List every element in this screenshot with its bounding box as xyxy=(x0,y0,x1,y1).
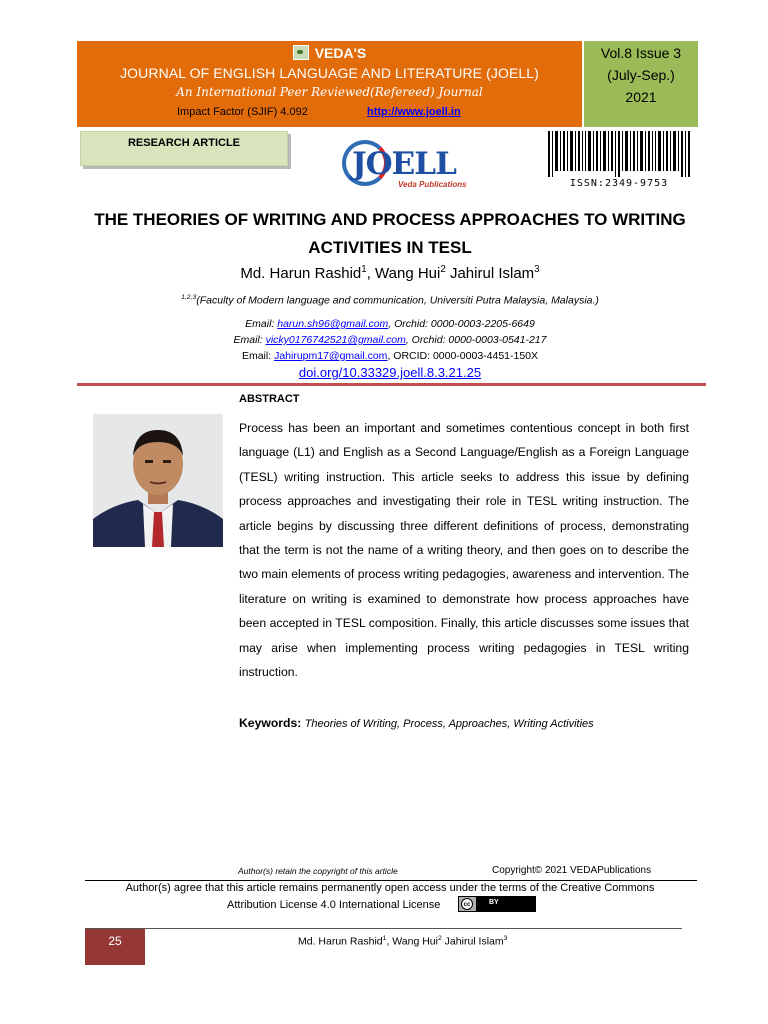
cc-badge-dark xyxy=(476,897,535,911)
abstract-body: Process has been an important and sometimes contentious concept in both first language (L1) and English as a Second Language/English as a Foreign Language (TESL) writing instruction. This article seeks to address this issue by defining process approaches and investigating their role in TESL writing instruction. The article begins by discussing three different definitions of process, demonstrating that the term is not the name of a writing theory, and then goes on to describe the two main elements of process writing pedagogies, awareness and intervention. The literature on writing is examined to demonstrate how process approaches have been accepted in TESL composition. Finally, this article discusses some issues that may arise when implementing process writing pedagogies in TESL writing instruction. xyxy=(239,421,689,680)
running-author-3-sup: 3 xyxy=(503,935,508,942)
orcid-text: , Orchid: 0000-0003-0541-217 xyxy=(405,334,547,346)
email-link[interactable]: vicky0176742521@gmail.com xyxy=(265,334,406,346)
issn-number: ISSN:2349-9753 xyxy=(569,178,669,189)
running-author-2: , Wang Hui xyxy=(386,935,438,948)
issue-info-box xyxy=(584,41,698,127)
affiliation-sup: 1,2,3 xyxy=(181,294,197,301)
author-1-sup: 1 xyxy=(361,264,367,275)
email-link[interactable]: Jahirupm17@gmail.com xyxy=(274,350,388,362)
journal-website-link[interactable]: http://www.joell.in xyxy=(367,106,461,118)
email-row xyxy=(60,318,720,330)
page-number: 25 xyxy=(108,934,122,948)
running-author-2-sup: 2 xyxy=(437,935,442,942)
cc-by-license-icon[interactable] xyxy=(458,896,536,912)
running-author-1-sup: 1 xyxy=(382,935,387,942)
license-line-2: Attribution License 4.0 International License xyxy=(227,899,441,911)
logo-subtext: Veda Publications xyxy=(398,180,467,189)
logo-text: JOELL xyxy=(352,146,456,182)
paper-title xyxy=(60,206,720,262)
email-prefix: Email: xyxy=(245,318,278,330)
section-divider xyxy=(77,383,706,386)
issue-period: (July-Sep.) xyxy=(607,67,675,83)
affiliation-text: (Faculty of Modern language and communication, Universiti Putra Malaysia, Malaysia.) xyxy=(196,294,599,307)
orcid-text: , Orchid: 0000-0003-2205-6649 xyxy=(388,318,535,330)
title-line-1: THE THEORIES OF WRITING AND PROCESS APPROACHES TO WRITING xyxy=(94,210,686,229)
orcid-text: , ORCID: 0000-0003-4451-150X xyxy=(387,350,539,362)
keywords-text: Theories of Writing, Process, Approaches, Writing Activities xyxy=(304,718,594,730)
email-row xyxy=(60,334,720,346)
article-type-label: RESEARCH ARTICLE xyxy=(127,137,241,149)
author-list: Md. Harun Rashid$^1$, Wang Hui$^2$ Jahirul Islam$^3$ xyxy=(240,264,540,282)
article-type-tab xyxy=(80,131,288,166)
email-row xyxy=(60,350,720,362)
author-2-sup: 2 xyxy=(440,264,446,275)
license-line-1: Author(s) agree that this article remains permanently open access under the terms of the Creative Commons xyxy=(125,882,655,894)
journal-header xyxy=(77,41,582,127)
page-footer-divider xyxy=(85,928,682,929)
issue-year: 2021 xyxy=(625,89,657,105)
brand-name: VEDA'S xyxy=(314,45,367,61)
journal-subtitle: An International Peer Reviewed(Refereed) Journal xyxy=(176,85,483,99)
running-authors xyxy=(298,935,507,948)
email-prefix: Email: xyxy=(233,334,266,346)
affiliation xyxy=(60,294,720,307)
barcode-icon xyxy=(548,131,690,177)
author-1: Md. Harun Rashid xyxy=(240,265,362,282)
author-photo xyxy=(93,414,223,547)
brand-line xyxy=(77,45,582,61)
running-author-1: Md. Harun Rashid xyxy=(298,935,383,948)
journal-name: JOURNAL OF ENGLISH LANGUAGE AND LITERATURE (JOELL) xyxy=(120,65,539,81)
author-2: Wang Hui xyxy=(375,265,441,282)
author-3: Jahirul Islam xyxy=(449,265,535,282)
author-3-sup: 3 xyxy=(534,264,540,275)
copyright-text: Copyright© 2021 VEDAPublications xyxy=(492,865,652,876)
running-author-3: Jahirul Islam xyxy=(441,935,504,948)
volume-issue: Vol.8 Issue 3 xyxy=(600,45,682,61)
email-prefix: Email: xyxy=(241,350,275,362)
doi-link[interactable]: doi.org/10.33329.joell.8.3.21.25 xyxy=(298,365,482,380)
footer-divider xyxy=(85,880,697,881)
copyright-note: Author(s) retain the copyright of this article xyxy=(238,866,398,876)
keywords xyxy=(239,716,594,730)
cc-by-label: BY xyxy=(489,899,499,906)
brand-logo-icon xyxy=(293,45,309,60)
impact-factor: Impact Factor (SJIF) 4.092 xyxy=(177,106,308,118)
title-line-2: ACTIVITIES IN TESL xyxy=(308,238,472,257)
email-link[interactable]: harun.sh96@gmail.com xyxy=(277,318,389,330)
joell-logo xyxy=(338,140,508,192)
cc-icon: cc xyxy=(461,898,473,910)
page-number-box xyxy=(85,929,145,965)
keywords-label: Keywords: xyxy=(239,716,302,730)
abstract-heading: ABSTRACT xyxy=(239,393,300,405)
